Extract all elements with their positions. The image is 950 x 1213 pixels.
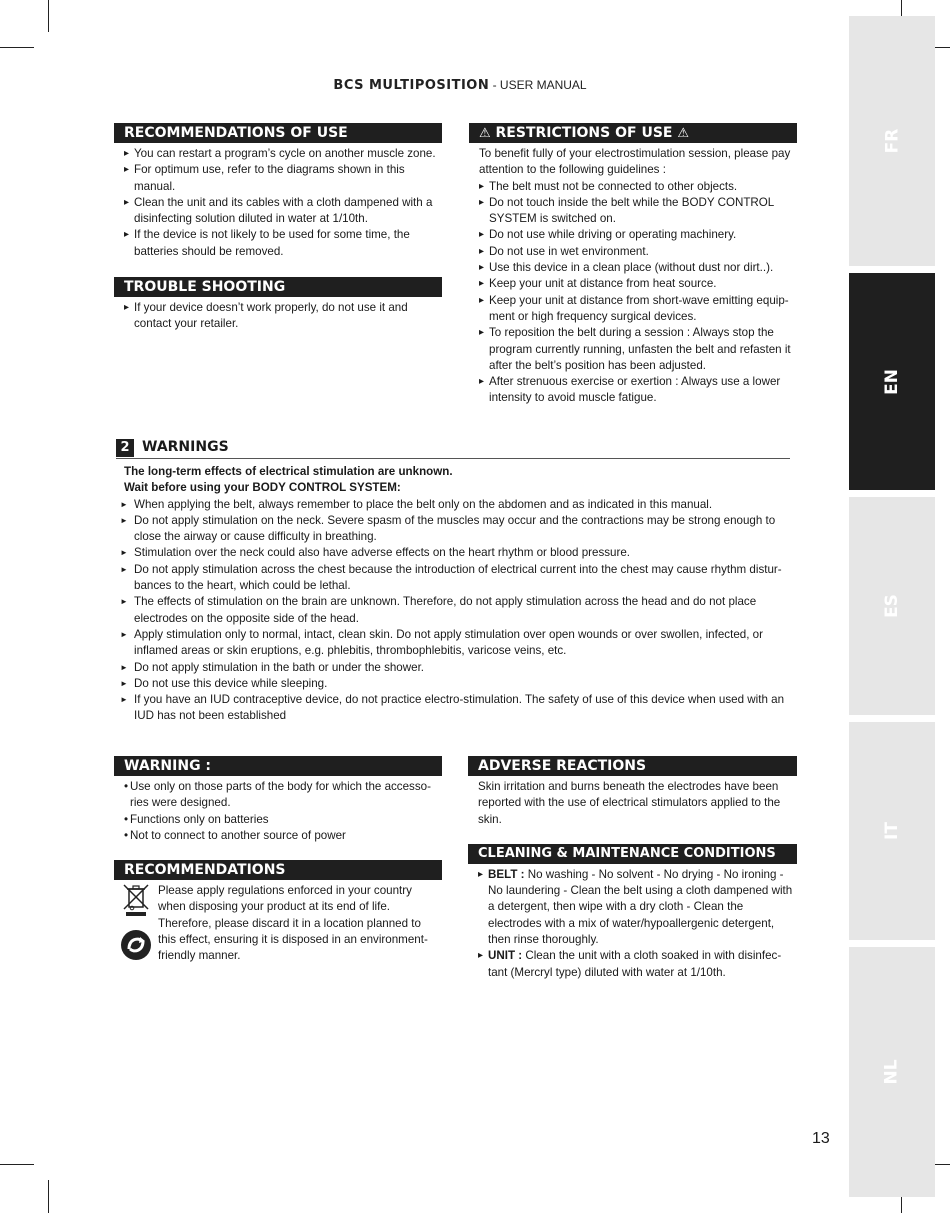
list-item (468, 867, 797, 948)
warnings-list (114, 497, 794, 725)
green-dot-icon (120, 929, 152, 961)
section-title: WARNING : (114, 756, 442, 776)
lang-tab-label: ES (881, 594, 902, 618)
list-item: ► Do not apply stimulation on the neck. Severe spasm of the muscles may occur and the contractions may be strong enough to close the airway or cause difficulty in breathing. (114, 513, 794, 546)
lang-tab-fr[interactable] (849, 16, 935, 266)
list-item: ▸ Use this device in a clean place (without dust nor dirt..). (469, 260, 797, 276)
section-title: RECOMMENDATIONS (114, 860, 442, 880)
lang-tab-label: NL (882, 1059, 902, 1085)
recommendation-icons (114, 883, 158, 975)
warnings-heading (116, 439, 790, 459)
list-item: ▸ For optimum use, refer to the diagrams shown in this manual. (114, 162, 442, 195)
list-item: • Use only on those parts of the body for which the accesso-ries were designed. (114, 779, 442, 812)
cleaning-label: BELT : (488, 867, 525, 881)
list-item: ► Apply stimulation only to normal, intact, clean skin. Do not apply stimulation over open wounds or over swollen, infected, or inflamed areas or skin eruptions, e.g. phlebitis, thrombophlebitis, varicose veins, etc. (114, 627, 794, 660)
crop-mark (48, 1180, 49, 1213)
section-title: RECOMMENDATIONS OF USE (114, 123, 442, 143)
list-item: • Not to connect to another source of power (114, 828, 442, 844)
brand-title: BCS MULTIPOSITION (333, 78, 490, 93)
cleaning-list (468, 867, 797, 981)
warning-triangle-icon: ⚠ (479, 126, 491, 141)
cleaning-label: UNIT : (488, 949, 523, 963)
header-subtitle: - USER MANUAL (492, 78, 587, 92)
page-number: 13 (812, 1130, 830, 1147)
warnings-body (114, 464, 794, 725)
adverse-reactions-section (468, 756, 797, 981)
list-item: ▸ To reposition the belt during a session : Always stop the program currently running, unfasten the belt and refasten it after the belt’s position has been adjusted. (469, 325, 797, 374)
lang-tab-it[interactable] (849, 722, 935, 940)
page-header (0, 78, 920, 93)
list-item: ▸ If your device doesn’t work properly, do not use it and contact your retailer. (114, 300, 442, 333)
list-item: ► Stimulation over the neck could also have adverse effects on the heart rhythm or blood pressure. (114, 545, 794, 561)
list-item: ▸ Do not touch inside the belt while the BODY CONTROL SYSTEM is switched on. (469, 195, 797, 228)
warnings-lead: The long-term effects of electrical stimulation are unknown. (124, 465, 453, 478)
section-title: CLEANING & MAINTENANCE CONDITIONS (468, 844, 797, 864)
restrictions-intro: To benefit fully of your electrostimulation session, please pay attention to the following guidelines : (479, 147, 791, 177)
restrictions-title: RESTRICTIONS OF USE (495, 125, 673, 141)
warning-list (114, 779, 442, 844)
cleaning-text: No washing - No solvent - No drying - No ironing - No laundering - Clean the belt using a cloth dampened with a detergent, then wipe with a dry cloth - Clean the electrodes with a mix of water/hypoallergenic detergent, then rinse thoroughly. (488, 867, 793, 947)
warning-box-section (114, 756, 442, 975)
recommendations-text: Please apply regulations enforced in your country when disposing your product at its end of life. Therefore, please discard it in a location planned to this effect, ensuring it is disposed in an environment-friendly manner. (158, 884, 428, 963)
crossed-bin-icon (120, 883, 152, 915)
crop-mark (48, 0, 49, 32)
list-item: ▸ After strenuous exercise or exertion : Always use a lower intensity to avoid muscle fatigue. (469, 374, 797, 407)
list-item: • Functions only on batteries (114, 812, 442, 828)
list-item: ▸ Keep your unit at distance from short-wave emitting equip-ment or high frequency surgical devices. (469, 293, 797, 326)
adverse-reactions-text: Skin irritation and burns beneath the electrodes have been reported with the use of electrical stimulators applied to the skin. (478, 780, 781, 826)
trouble-shooting-list (114, 300, 442, 333)
section-title (469, 123, 797, 143)
list-item: ▸ The belt must not be connected to other objects. (469, 179, 797, 195)
list-item: ► When applying the belt, always remember to place the belt only on the abdomen and as indicated in this manual. (114, 497, 794, 513)
lang-tab-es[interactable] (849, 497, 935, 715)
section-number: 2 (116, 439, 134, 457)
list-item: ► The effects of stimulation on the brain are unknown. Therefore, do not apply stimulation across the head and do not place electrodes on the opposite side of the head. (114, 594, 794, 627)
list-item: ▸ You can restart a program’s cycle on another muscle zone. (114, 146, 442, 162)
section-title: ADVERSE REACTIONS (468, 756, 797, 776)
warnings-lead: Wait before using your BODY CONTROL SYSTEM: (124, 481, 401, 495)
list-item: ▸ Do not use while driving or operating machinery. (469, 227, 797, 243)
restrictions-section (469, 123, 797, 407)
lang-tab-label: EN (882, 368, 902, 395)
section-title: TROUBLE SHOOTING (114, 277, 442, 297)
recommendations-content (114, 883, 442, 975)
warnings-title: WARNINGS (142, 439, 229, 455)
list-item: ► Do not use this device while sleeping. (114, 676, 794, 692)
lang-tab-label: FR (881, 128, 902, 154)
cleaning-text: Clean the unit with a cloth soaked in with disinfec-tant (Mercryl type) diluted with water at 1/10th. (488, 949, 782, 979)
list-item: ▸ Clean the unit and its cables with a cloth dampened with a disinfecting solution diluted in water at 1/10th. (114, 195, 442, 228)
list-item: ▸ Keep your unit at distance from heat source. (469, 276, 797, 292)
crop-mark (0, 47, 34, 48)
list-item: ▸ If the device is not likely to be used for some time, the batteries should be removed. (114, 227, 442, 260)
crop-mark (0, 1164, 34, 1165)
list-item: ► Do not apply stimulation in the bath or under the shower. (114, 660, 794, 676)
list-item (468, 948, 797, 981)
list-item: ► Do not apply stimulation across the chest because the introduction of electrical current into the chest may cause rhythm distur-bances to the heart, which could be lethal. (114, 562, 794, 595)
list-item: ► If you have an IUD contraceptive device, do not practice electro-stimulation. The safety of use of this device when used with an IUD has not been established (114, 692, 794, 725)
warning-triangle-icon: ⚠ (677, 126, 689, 141)
restrictions-list (469, 179, 797, 407)
lang-tab-nl[interactable] (849, 947, 935, 1197)
list-item: ▸ Do not use in wet environment. (469, 244, 797, 260)
lang-tab-en[interactable] (849, 273, 935, 490)
recommendations-of-use-section (114, 123, 442, 333)
recommendations-list (114, 146, 442, 260)
lang-tab-label: IT (881, 822, 902, 840)
